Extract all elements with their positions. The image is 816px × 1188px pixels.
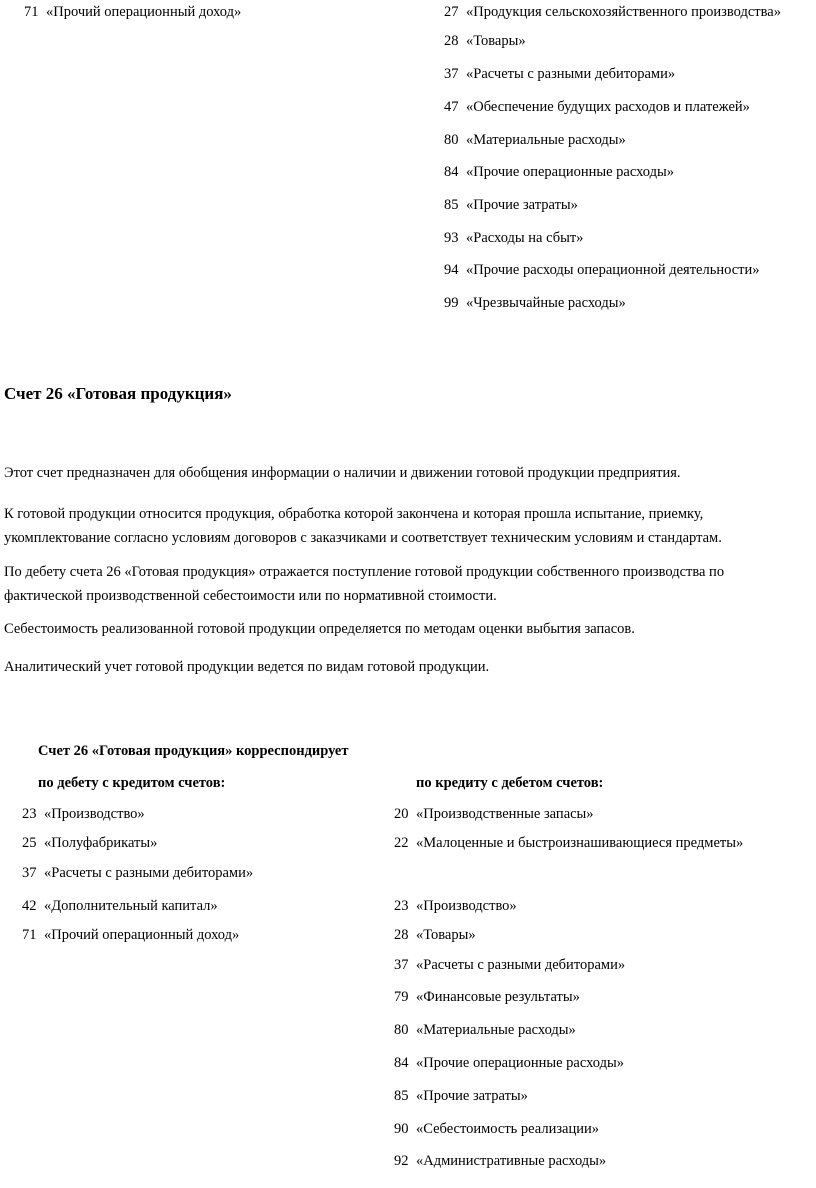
list-item bbox=[394, 1120, 599, 1138]
account-number: 47 bbox=[444, 99, 459, 115]
account-number: 85 bbox=[394, 1088, 409, 1104]
account-name: «Производство» bbox=[416, 898, 517, 914]
account-number: 93 bbox=[444, 230, 459, 246]
list-item bbox=[444, 32, 526, 50]
account-name: «Малоценные и быстроизнашивающиеся предметы» bbox=[416, 835, 744, 851]
account-number: 94 bbox=[444, 262, 459, 278]
account-name: «Производственные запасы» bbox=[416, 806, 594, 822]
list-item bbox=[394, 834, 743, 852]
list-item bbox=[444, 163, 674, 181]
list-item bbox=[394, 1021, 576, 1039]
account-name: «Прочие затраты» bbox=[466, 197, 578, 213]
list-item bbox=[394, 988, 580, 1006]
list-item bbox=[444, 294, 626, 312]
list-item bbox=[394, 1152, 606, 1170]
list-item bbox=[394, 926, 476, 944]
correspondence-title: Счет 26 «Готовая продукция» корреспондирует bbox=[38, 743, 349, 759]
list-item bbox=[394, 805, 594, 823]
account-name: «Финансовые результаты» bbox=[416, 989, 580, 1005]
paragraph-analytics: Аналитический учет готовой продукции ведется по видам готовой продукции. bbox=[4, 659, 490, 675]
list-item bbox=[22, 834, 157, 852]
account-name: «Материальные расходы» bbox=[466, 132, 626, 148]
account-number: 71 bbox=[24, 4, 39, 20]
account-name: «Дополнительный капитал» bbox=[44, 898, 218, 914]
account-number: 22 bbox=[394, 835, 409, 851]
credit-column-header: по кредиту с дебетом счетов: bbox=[416, 775, 604, 791]
account-number: 25 bbox=[22, 835, 37, 851]
account-name: «Материальные расходы» bbox=[416, 1022, 576, 1038]
account-name: «Расчеты с разными дебиторами» bbox=[416, 957, 626, 973]
list-item bbox=[444, 65, 675, 83]
account-name: «Прочие затраты» bbox=[416, 1088, 528, 1104]
section-heading: Счет 26 «Готовая продукция» bbox=[4, 384, 232, 403]
list-item bbox=[444, 261, 759, 279]
list-item bbox=[24, 3, 241, 21]
account-number: 37 bbox=[394, 957, 409, 973]
account-name: «Расчеты с разными дебиторами» bbox=[466, 66, 676, 82]
account-number: 28 bbox=[444, 33, 459, 49]
account-name: «Прочие операционные расходы» bbox=[416, 1055, 625, 1071]
debit-column-header: по дебету с кредитом счетов: bbox=[38, 775, 226, 791]
account-name: «Производство» bbox=[44, 806, 145, 822]
account-number: 92 bbox=[394, 1153, 409, 1169]
list-item bbox=[444, 3, 781, 21]
account-number: 20 bbox=[394, 806, 409, 822]
list-item bbox=[394, 897, 517, 915]
list-item bbox=[22, 897, 218, 915]
account-number: 27 bbox=[444, 4, 459, 20]
account-number: 28 bbox=[394, 927, 409, 943]
account-number: 80 bbox=[444, 132, 459, 148]
account-number: 23 bbox=[394, 898, 409, 914]
account-number: 42 bbox=[22, 898, 37, 914]
account-name: «Чрезвычайные расходы» bbox=[466, 295, 626, 311]
account-number: 90 bbox=[394, 1121, 409, 1137]
list-item bbox=[394, 956, 625, 974]
account-number: 37 bbox=[22, 865, 37, 881]
list-item bbox=[22, 864, 253, 882]
list-item bbox=[444, 229, 583, 247]
account-name: «Товары» bbox=[416, 927, 476, 943]
account-number: 84 bbox=[444, 164, 459, 180]
account-name: «Полуфабрикаты» bbox=[44, 835, 158, 851]
paragraph-definition: К готовой продукции относится продукция, обработка которой закончена и которая прошла испытание, приемку, укомплектование согласно условиям договоров с заказчиками и соответствует техническим условиям и стандартам. bbox=[4, 506, 722, 546]
account-name: «Расчеты с разными дебиторами» bbox=[44, 865, 254, 881]
account-name: «Прочий операционный доход» bbox=[46, 4, 242, 20]
list-item bbox=[444, 131, 626, 149]
list-item bbox=[394, 1054, 624, 1072]
account-name: «Расходы на сбыт» bbox=[466, 230, 584, 246]
account-number: 80 bbox=[394, 1022, 409, 1038]
account-number: 84 bbox=[394, 1055, 409, 1071]
account-number: 85 bbox=[444, 197, 459, 213]
account-number: 23 bbox=[22, 806, 37, 822]
account-number: 79 bbox=[394, 989, 409, 1005]
paragraph-debit: По дебету счета 26 «Готовая продукция» отражается поступление готовой продукции собственного производства по фактической производственной себестоимости или по нормативной стоимости. bbox=[4, 564, 725, 604]
account-name: «Административные расходы» bbox=[416, 1153, 607, 1169]
account-name: «Продукция сельскохозяйственного производства» bbox=[466, 4, 781, 20]
list-item bbox=[22, 926, 239, 944]
account-number: 37 bbox=[444, 66, 459, 82]
list-item bbox=[22, 805, 145, 823]
list-item bbox=[444, 196, 578, 214]
list-item bbox=[444, 98, 750, 116]
paragraph-cost: Себестоимость реализованной готовой продукции определяется по методам оценки выбытия запасов. bbox=[4, 621, 635, 637]
account-name: «Прочие расходы операционной деятельности» bbox=[466, 262, 760, 278]
account-number: 71 bbox=[22, 927, 37, 943]
account-name: «Товары» bbox=[466, 33, 526, 49]
account-name: «Прочий операционный доход» bbox=[44, 927, 240, 943]
paragraph-purpose: Этот счет предназначен для обобщения информации о наличии и движении готовой продукции предприятия. bbox=[4, 465, 681, 481]
account-name: «Себестоимость реализации» bbox=[416, 1121, 600, 1137]
account-name: «Обеспечение будущих расходов и платежей» bbox=[466, 99, 750, 115]
account-name: «Прочие операционные расходы» bbox=[466, 164, 675, 180]
list-item bbox=[394, 1087, 528, 1105]
account-number: 99 bbox=[444, 295, 459, 311]
